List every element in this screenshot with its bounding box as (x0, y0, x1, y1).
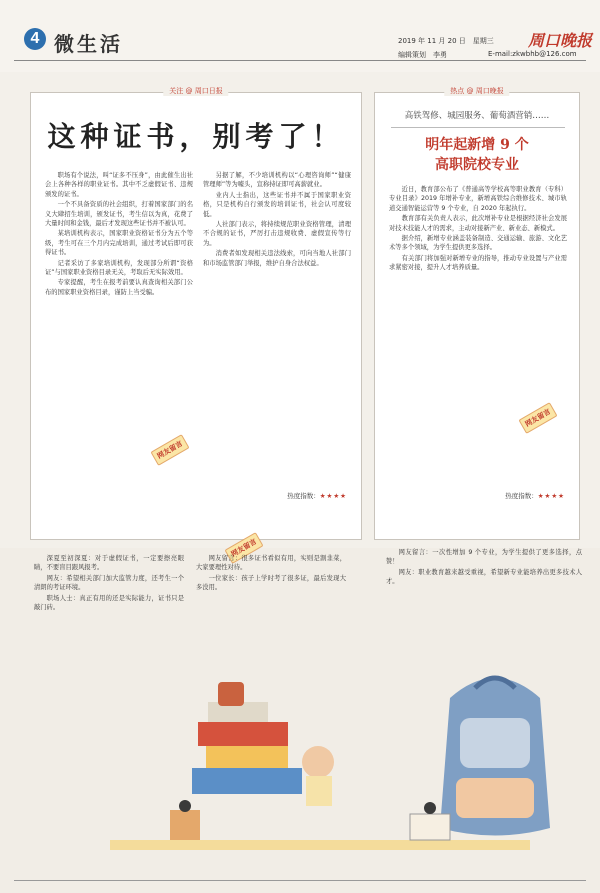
comment-pencil-label: 网友留言 (518, 402, 557, 434)
newspaper-logo: 周口晚报 (528, 31, 593, 50)
footer-divider (14, 880, 586, 881)
reader-comments-3 (386, 548, 582, 638)
reader-comments-1 (34, 554, 184, 724)
paragraph: 教育部有关负责人表示，此次增补专业是根据经济社会发展对技术技能人才的需求，主动对接新产业、新业态、新模式。 (389, 215, 567, 232)
page-header (0, 0, 600, 72)
page-number: 4 (24, 28, 46, 50)
comment-pencil-label: 网友留言 (224, 532, 263, 564)
card-source-tag (163, 86, 228, 96)
comment: 网友：希望相关部门加大监管力度，还考生一个清朗的考证环境。 (34, 574, 184, 592)
source-tag-text: 关注 @ 周口日报 (169, 87, 223, 95)
article-headline (375, 135, 579, 175)
comment: 职场人士：真正有用的还是实际能力，证书只是敲门砖。 (34, 594, 184, 612)
paragraph: 人社部门表示，将持续规范职业资格管理，清理不合规的证书，严厉打击违规收费、虚假宣传等行为。 (203, 221, 351, 247)
comment: 网友留言：很多证书看似有用，实则是割韭菜，大家要理性对待。 (196, 555, 346, 572)
heat-index (287, 491, 347, 500)
paragraph: 记者采访了多家培训机构，发现部分所谓“资格证”与国家职业资格目录无关，考取后无实际效用。 (45, 259, 193, 277)
desk-illustration (110, 800, 530, 880)
paragraph: 某培训机构表示，国家职业资格证书分为五个等级，考生可在三个月内完成培训，通过考试后即可获得证书。 (45, 230, 193, 257)
source-tag-text: 热点 @ 周口晚报 (450, 87, 504, 95)
title-divider (391, 127, 565, 128)
headline-line-1: 明年起新增 9 个 (425, 137, 529, 153)
paragraph: 近日，教育部公布了《普通高等学校高等职业教育（专科）专业目录》2019 年增补专业，新增高铁综合维修技术、城市轨道交通智能运营等 9 个专业，自 2020 年起执行。 (389, 186, 567, 212)
comment: 一位家长：孩子上学时考了很多证，最后发现大多没用。 (196, 574, 346, 592)
article-headline: 这种证书，别考了！ (47, 120, 345, 153)
header-divider (14, 60, 586, 61)
comment: 深夏至初深夏：对于虚假证书，一定要擦亮眼睛，不要盲目跟风报考。 (34, 555, 184, 572)
card-source-tag (444, 86, 509, 96)
heat-stars: ★★★★ (537, 492, 565, 500)
heat-label: 热度指数： (505, 492, 538, 500)
editor-credit: 编辑策划 李勇 (398, 51, 447, 59)
comment: 网友留言：一次性增加 9 个专业，为学生提供了更多选择，点赞！ (386, 549, 582, 566)
paragraph: 据介绍，新增专业涵盖装备制造、交通运输、旅游、文化艺术等多个领域，为学生提供更多选择。 (389, 235, 567, 252)
paragraph: 业内人士指出，这些证书并不属于国家职业资格，只是机构自行颁发的培训证书，社会认可度较低。 (203, 191, 351, 218)
headline-line-2: 高职院校专业 (435, 157, 519, 173)
issue-date: 2019 年 11 月 20 日 星期三 (398, 37, 494, 45)
paragraph: 一个不具备资质的社会组织，打着国家部门的名义大肆招生培训，颁发证书，考生信以为真，花费了大量时间和金钱，最后才发现这些证书并不被认可。 (45, 201, 193, 228)
heat-label: 热度指数： (287, 492, 320, 500)
paragraph: 有关部门将加强对新增专业的指导，推动专业设置与产业需求紧密对接，提升人才培养质量。 (389, 254, 567, 272)
comment-pencil-label: 网友留言 (150, 434, 189, 466)
paragraph: 消费者如发现相关违法线索，可向当地人社部门和市场监管部门举报，维护自身合法权益。 (203, 250, 351, 267)
comment: 网友：职业教育越来越受重视，希望新专业能培养出更多技术人才。 (386, 568, 582, 586)
heat-stars: ★★★★ (319, 492, 347, 500)
book-stack-illustration (178, 682, 378, 812)
reader-comments-2 (196, 554, 346, 666)
article-column (389, 185, 567, 485)
paragraph: 专家提醒，考生在报考前要认真查询相关部门公布的国家职业资格目录，谨防上当受骗。 (45, 279, 193, 296)
article-card-certificates (30, 87, 362, 540)
article-card-new-majors (374, 87, 580, 540)
heat-index (505, 491, 565, 500)
article-column-2 (203, 171, 351, 487)
contact-email: E-mail:zkwbhb@126.com (488, 50, 577, 58)
paragraph: 另据了解，不少培训机构以“心理咨询师”“健康管理师”等为噱头，宣称持证即可高薪就业。 (203, 172, 351, 189)
article-kicker: 高铁驾修、城园服务、葡萄酒营销…… (404, 111, 550, 121)
section-title: 微生活 (54, 32, 123, 56)
paragraph: 职场有个说法，叫“证多不压身”，由此催生出社会上各种各样的职业证书。其中不乏虚假证书、违规颁发的证书。 (45, 172, 193, 198)
